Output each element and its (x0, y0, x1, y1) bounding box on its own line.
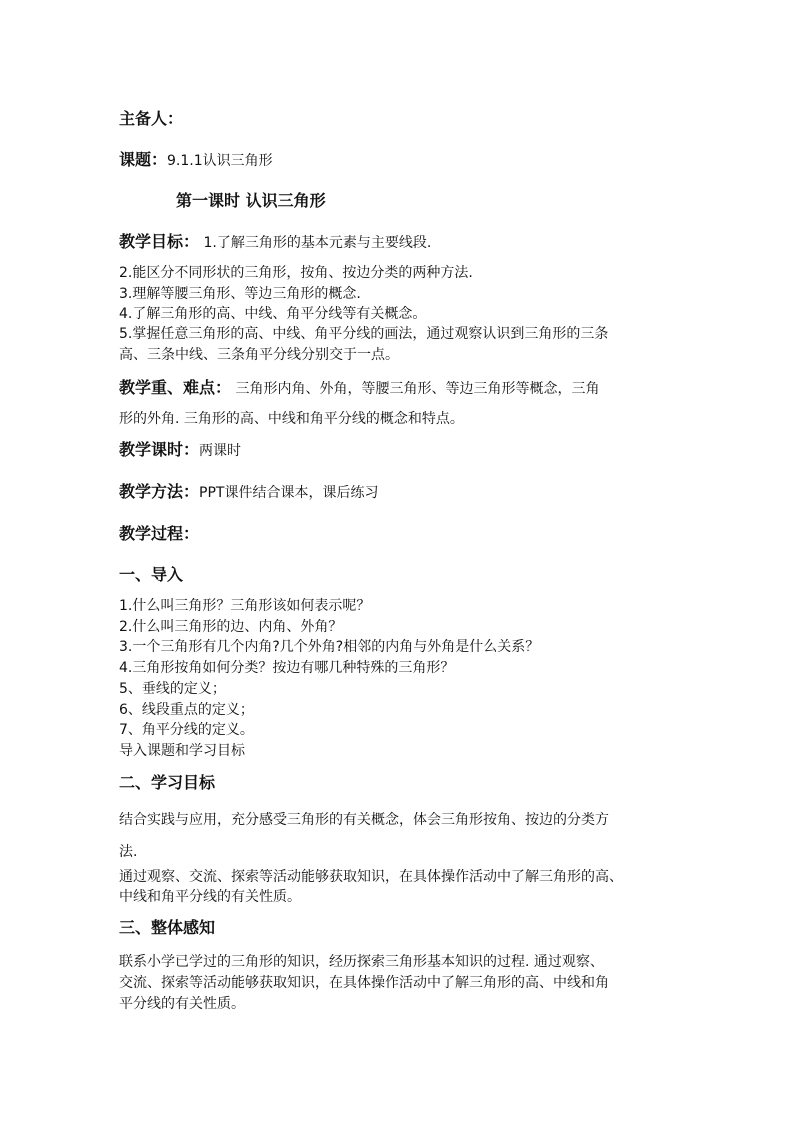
intro-item: 4.三角形按角如何分类？按边有哪几种特殊的三角形？ (119, 660, 455, 676)
objective-item: 3.理解等腰三角形、等边三角形的概念. (119, 286, 361, 302)
key-points-text-2: 形的外角. 三角形的高、中线和角平分线的概念和特点。 (119, 411, 464, 427)
key-points-label: 教学重、难点： (119, 378, 232, 397)
key-points-text: 三角形内角、外角，等腰三角形、等边三角形等概念，三角 (231, 381, 600, 397)
intro-item: 1.什么叫三角形？三角形该如何表示呢？ (119, 598, 371, 614)
objective-item: 2.能区分不同形状的三角形，按角、按边分类的两种方法. (119, 265, 473, 281)
lesson-title: 第一课时 认识三角形 (176, 191, 326, 210)
hours-line (119, 440, 241, 461)
intro-item: 5、垂线的定义； (119, 681, 226, 697)
preparer-label: 主备人： (119, 109, 184, 128)
hours-value: 两课时 (199, 443, 242, 459)
section1-title: 一、导入 (119, 565, 184, 584)
goal-paragraph-1: 结合实践与应用，充分感受三角形的有关概念，体会三角形按角、按边的分类方 (119, 812, 609, 828)
goal-paragraph-2-cont: 中线和角平分线的有关性质。 (119, 889, 301, 905)
objectives-label: 教学目标： (119, 232, 200, 251)
section2-title: 二、学习目标 (119, 773, 216, 792)
perception-line: 联系小学已学过的三角形的知识，经历探索三角形基本知识的过程. 通过观察、 (119, 954, 604, 970)
intro-item: 7、角平分线的定义。 (119, 722, 254, 738)
section3-title: 三、整体感知 (119, 918, 216, 937)
intro-item: 3.一个三角形有几个内角?几个外角?相邻的内角与外角是什么关系？ (119, 639, 540, 655)
objectives-first: 1.了解三角形的基本元素与主要线段. (199, 235, 432, 251)
goal-paragraph-1-cont: 法. (119, 844, 138, 860)
methods-value: PPT课件结合课本，课后练习 (199, 485, 379, 501)
intro-item: 2.什么叫三角形的边、内角、外角？ (119, 619, 343, 635)
key-points-line (119, 378, 599, 399)
objective-item: 5.掌握任意三角形的高、中线、角平分线的画法，通过观察认识到三角形的三条 (119, 326, 609, 342)
methods-line (119, 482, 378, 503)
goal-paragraph-2: 通过观察、交流、探索等活动能够获取知识，在具体操作活动中了解三角形的高、 (119, 869, 623, 885)
process-label: 教学过程： (119, 524, 200, 543)
topic-line (119, 150, 273, 171)
intro-item: 导入课题和学习目标 (119, 743, 245, 759)
methods-label: 教学方法： (119, 482, 200, 501)
perception-line: 交流、探索等活动能够获取知识，在具体操作活动中了解三角形的高、中线和角 (119, 975, 609, 991)
objective-item: 高、三条中线、三条角平分线分别交于一点。 (119, 347, 399, 363)
objectives-line (119, 232, 431, 253)
intro-item: 6、线段重点的定义； (119, 702, 254, 718)
topic-value: 9.1.1认识三角形 (167, 153, 273, 169)
perception-line: 平分线的有关性质。 (119, 996, 245, 1012)
hours-label: 教学课时： (119, 440, 200, 459)
topic-label: 课题： (119, 150, 168, 169)
objective-item: 4.了解三角形的高、中线、角平分线等有关概念。 (119, 306, 427, 322)
